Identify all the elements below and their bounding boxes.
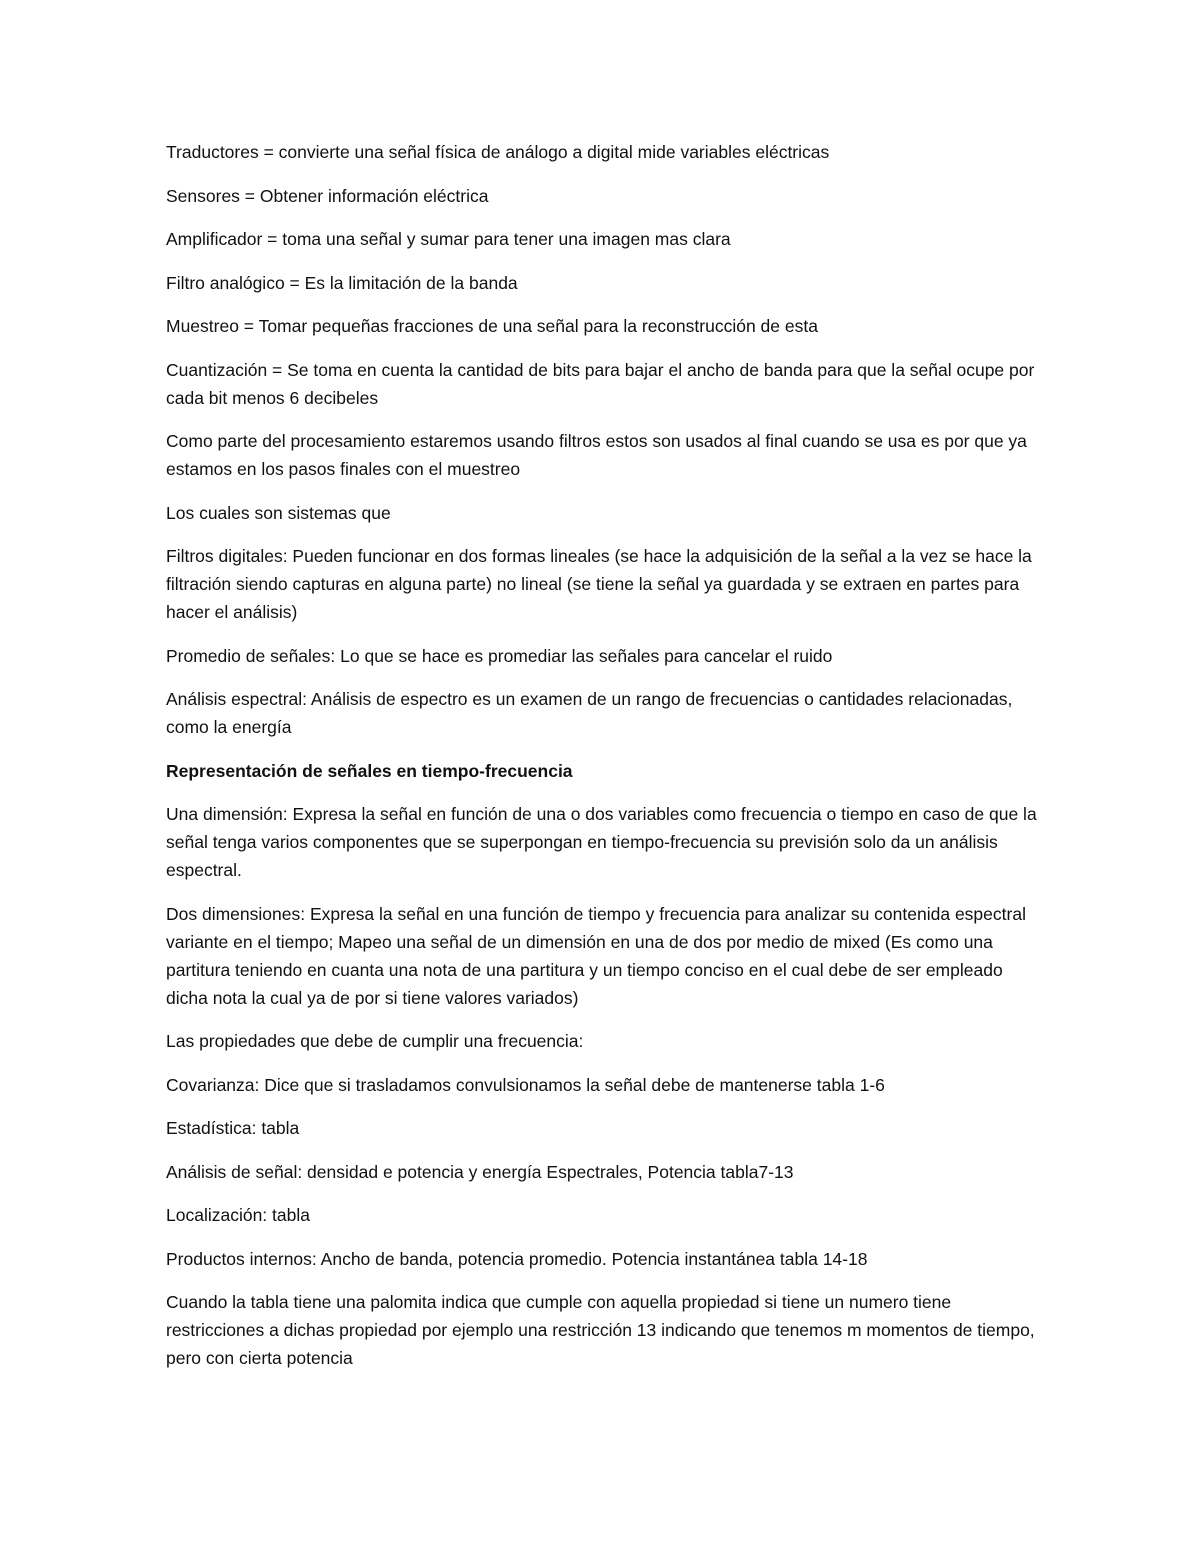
paragraph-estadistica: Estadística: tabla [166, 1118, 300, 1138]
paragraph-propiedades: Las propiedades que debe de cumplir una frecuencia: [166, 1031, 584, 1051]
paragraph-analisis-senal: Análisis de señal: densidad e potencia y energía Espectrales, Potencia tabla7-13 [166, 1161, 794, 1182]
paragraph-filtros-digitales: Filtros digitales: Pueden funcionar en dos formas lineales (se hace la adquisición de la señal a la vez se hace la filtración siendo capturas en alguna parte) no lineal (se tiene la señal ya guardada y se extraen en partes para hacer el análisis) [166, 546, 1032, 622]
paragraph-amplificador: Amplificador = toma una señal y sumar para tener una imagen mas clara [166, 229, 731, 249]
paragraph-filtro-analogico: Filtro analógico = Es la limitación de la banda [166, 272, 518, 293]
paragraph-covarianza: Covarianza: Dice que si trasladamos convulsionamos la señal debe de mantenerse tabla 1-6 [166, 1074, 885, 1095]
paragraph-una-dimension: Una dimensión: Expresa la señal en función de una o dos variables como frecuencia o tiempo en caso de que la señal tenga varios componentes que se superpongan en tiempo-frecuencia su previsión solo da un análisis espectral. [166, 804, 1037, 880]
paragraph-localizacion: Localización: tabla [166, 1205, 310, 1225]
paragraph-procesamiento: Como parte del procesamiento estaremos usando filtros estos son usados al final cuando se usa es por que ya estamos en los pasos finales con el muestreo [166, 431, 1027, 479]
paragraph-traductores: Traductores = convierte una señal física de análogo a digital mide variables eléctricas [166, 142, 830, 162]
paragraph-productos-internos: Productos internos: Ancho de banda, potencia promedio. Potencia instantánea tabla 14-18 [166, 1248, 868, 1269]
paragraph-dos-dimensiones: Dos dimensiones: Expresa la señal en una función de tiempo y frecuencia para analizar su contenida espectral variante en el tiempo; Mapeo una señal de un dimensión en una de dos por medio de mixed (Es como una partitura teniendo en cuanta una nota de una partitura y un tiempo conciso en el cual debe de ser empleado dicha nota la cual ya de por si tiene valores variados) [166, 903, 1026, 1008]
paragraph-tabla-palomita: Cuando la tabla tiene una palomita indica que cumple con aquella propiedad si tiene un numero tiene restricciones a dichas propiedad por ejemplo una restricción 13 indicando que tenemos m momentos de tiempo, pero con cierta potencia [166, 1292, 1035, 1368]
section-heading: Representación de señales en tiempo-frecuencia [166, 760, 573, 781]
paragraph-analisis-espectral: Análisis espectral: Análisis de espectro es un examen de un rango de frecuencias o cantidades relacionadas, como la energía [166, 689, 1013, 737]
document-body [166, 138, 1046, 1388]
paragraph-sensores: Sensores = Obtener información eléctrica [166, 185, 489, 206]
paragraph-muestreo: Muestreo = Tomar pequeñas fracciones de una señal para la reconstrucción de esta [166, 316, 818, 336]
paragraph-sistemas: Los cuales son sistemas que [166, 502, 391, 523]
paragraph-promedio-senales: Promedio de señales: Lo que se hace es promediar las señales para cancelar el ruido [166, 645, 833, 666]
paragraph-cuantizacion: Cuantización = Se toma en cuenta la cantidad de bits para bajar el ancho de banda para que la señal ocupe por cada bit menos 6 decibeles [166, 359, 1035, 408]
